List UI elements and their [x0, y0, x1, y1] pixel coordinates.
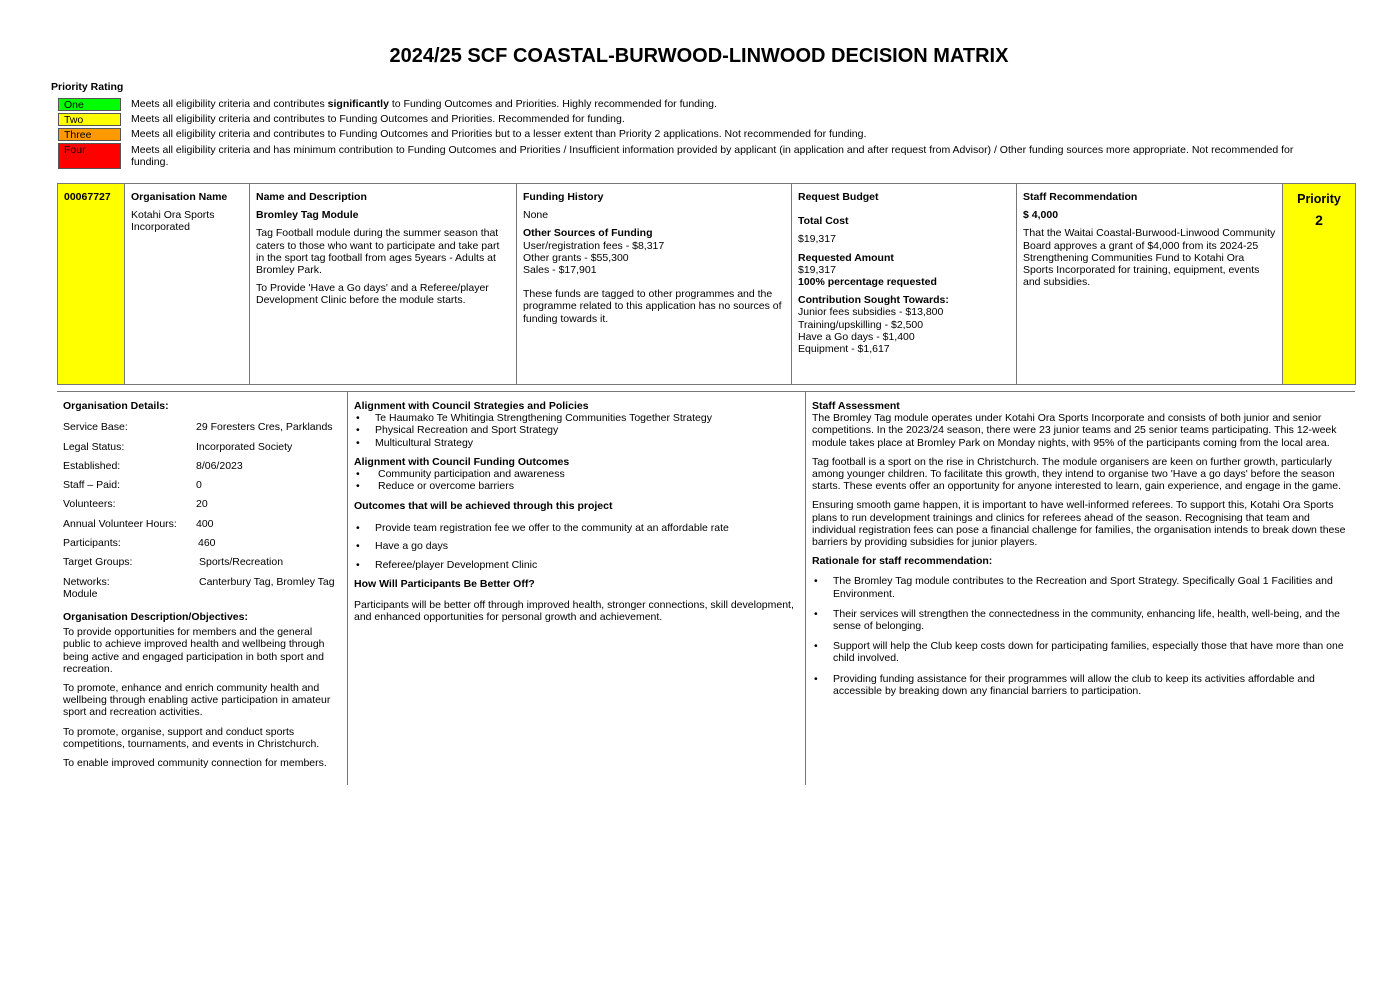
- strategies-heading: Alignment with Council Strategies and Policies: [354, 400, 589, 412]
- priority-one-text: Meets all eligibility criteria and contributes significantly to Funding Outcomes and Priorities. Highly recommended for funding.: [131, 98, 717, 110]
- objective-item: To enable improved community connection for members.: [63, 757, 327, 769]
- priority-header: Priority: [1297, 192, 1341, 206]
- funding-outcomes-heading: Alignment with Council Funding Outcomes: [354, 455, 570, 468]
- contribution-item: Junior fees subsidies - $13,800: [798, 306, 944, 319]
- organisation-name: Kotahi Ora Sports Incorporated: [131, 209, 215, 234]
- project-description-2: To Provide 'Have a Go days' and a Referee/player Development Clinic before the module starts.: [256, 282, 489, 307]
- contribution-item: Training/upskilling - $2,500: [798, 318, 924, 331]
- request-budget-cell: [792, 184, 1017, 384]
- rationale-item: • Their services will strengthen the connectedness in the community, enhancing life, health, well-being, and the sense of belonging.: [812, 608, 1349, 632]
- rationale-heading: Rationale for staff recommendation:: [812, 555, 993, 568]
- organisation-details-heading: Organisation Details:: [63, 400, 169, 412]
- request-budget-header: Request Budget: [798, 191, 879, 203]
- priority-rating-heading: Priority Rating: [51, 81, 124, 93]
- priority-cell: [1283, 184, 1355, 384]
- objective-item: To provide opportunities for members and the general public to achieve improved health and wellbeing through being active and engaged participation in both sport and recreation.: [63, 626, 325, 675]
- funding-note: These funds are tagged to other programmes and the programme related to this application has no sources of funding towards it.: [523, 288, 782, 325]
- detail-row-volunteers: Volunteers: 20: [63, 498, 208, 511]
- objective-item: To promote, organise, support and conduct sports competitions, tournaments, and events in Christchurch.: [63, 725, 320, 750]
- other-source-item: Other grants - $55,300: [523, 251, 629, 264]
- detail-row-participants: Participants: 460: [63, 536, 216, 549]
- project-outcome-item: • Have a go days: [354, 540, 799, 552]
- name-description-cell: [250, 184, 517, 384]
- other-source-item: Sales - $17,901: [523, 264, 597, 277]
- strategy-item: • Physical Recreation and Sport Strategy: [354, 424, 799, 436]
- page-title: 2024/25 SCF COASTAL-BURWOOD-LINWOOD DECISION MATRIX: [389, 45, 1009, 67]
- priority-four-text: Meets all eligibility criteria and has minimum contribution to Funding Outcomes and Priorities / Insufficient information provided by applicant (in application and after request from Advisor) / Other funding sources more appropriate. Not recommended for funding.: [131, 144, 1294, 168]
- strategies-list: [354, 412, 799, 449]
- name-description-header: Name and Description: [256, 191, 367, 203]
- details-section: [57, 391, 1355, 785]
- priority-three-swatch: Three: [58, 128, 121, 141]
- contribution-label: Contribution Sought Towards:: [798, 294, 949, 307]
- rationale-list: [812, 575, 1349, 697]
- assessment-paragraph: The Bromley Tag module operates under Kotahi Ora Sports Incorporate and consists of both junior and senior competitions. In the 2023/24 season, there were 23 junior teams and 25 senior teams participating. This 12-week module takes place at Bromley Park on Monday nights, with 95% of the participants coming from the local area.: [812, 412, 1337, 449]
- application-id-cell: [58, 184, 125, 384]
- organisation-description-heading: Organisation Description/Objectives:: [63, 610, 248, 623]
- other-source-item: User/registration fees - $8,317: [523, 239, 665, 252]
- funding-history-value: None: [523, 209, 549, 222]
- staff-recommendation-header: Staff Recommendation: [1023, 191, 1138, 203]
- better-off-heading: How Will Participants Be Better Off?: [354, 577, 535, 590]
- staff-recommended-amount: $ 4,000: [1023, 209, 1059, 222]
- staff-assessment-column: [806, 392, 1355, 785]
- rationale-item: • Providing funding assistance for their programmes will allow the club to keep its activities affordable and accessible by breaking down any financial barriers to participation.: [812, 673, 1349, 697]
- project-outcome-item: • Referee/player Development Clinic: [354, 559, 799, 571]
- staff-recommendation-text: That the Waitai Coastal-Burwood-Linwood Community Board approves a grant of $4,000 from its 2024-25 Strengthening Communities Fund to Kotahi Ora Sports Incorporated for training, equipment, events and subsidies.: [1023, 227, 1276, 289]
- priority-three-text: Meets all eligibility criteria and contributes to Funding Outcomes and Priorities but to a lesser extent than Priority 2 applications. Not recommended for funding.: [131, 128, 867, 140]
- priority-one-swatch: One: [58, 98, 121, 111]
- detail-row-staff-paid: Staff – Paid: 0: [63, 479, 202, 492]
- requested-amount-value: $19,317: [798, 263, 836, 276]
- funding-history-header: Funding History: [523, 191, 604, 203]
- priority-two-swatch: Two: [58, 113, 121, 126]
- networks-continued: Module: [63, 587, 98, 600]
- contribution-item: Equipment - $1,617: [798, 343, 890, 356]
- project-name: Bromley Tag Module: [256, 209, 359, 222]
- project-description: Tag Football module during the summer season that caters to those who want to participate and take part in the sport tag football from ages 5years - Adults at Bromley Park.: [256, 227, 500, 277]
- project-outcomes-heading: Outcomes that will be achieved through this project: [354, 500, 613, 513]
- percent-requested: 100% percentage requested: [798, 276, 937, 289]
- organisation-name-cell: [125, 184, 250, 384]
- contribution-item: Have a Go days - $1,400: [798, 330, 915, 343]
- objective-item: To promote, enhance and enrich community health and wellbeing through enabling active participation in amateur sport and recreation activities.: [63, 681, 331, 719]
- total-cost-label: Total Cost: [798, 215, 849, 228]
- organisation-name-header: Organisation Name: [131, 191, 228, 203]
- rationale-item: • The Bromley Tag module contributes to the Recreation and Sport Strategy. Specifically Goal 1 Facilities and Environment.: [812, 575, 1349, 599]
- staff-recommendation-cell: [1017, 184, 1283, 384]
- funding-history-cell: [517, 184, 792, 384]
- detail-row-volunteer-hours: Annual Volunteer Hours: 400: [63, 517, 214, 530]
- alignment-column: [348, 392, 806, 785]
- outcome-item: • Reduce or overcome barriers: [354, 480, 799, 492]
- assessment-paragraph: Tag football is a sport on the rise in Christchurch. The module organisers are keen on further growth, particularly among younger children. To facilitate this growth, they intend to organise two 'Have a go days' before the season starts. These events offer an opportunity for anyone interested to learn, gain experience, and engage in the game.: [812, 455, 1342, 493]
- detail-row-legal-status: Legal Status: Incorporated Society: [63, 440, 293, 453]
- outcome-item: • Community participation and awareness: [354, 468, 799, 480]
- priority-value: 2: [1315, 212, 1323, 228]
- project-outcome-item: • Provide team registration fee we offer to the community at an affordable rate: [354, 522, 799, 534]
- assessment-paragraph: Ensuring smooth game happen, it is important to have well-informed referees. To support this, Kotahi Ora Sports plans to run development trainings and clinics for referees ahead of the season. Recognising that team and individual registration fees can pose a financial challenge for families, the organisation intends to break down these barriers by providing subsidies for junior players.: [812, 499, 1346, 549]
- organisation-details-column: [57, 392, 348, 785]
- strategy-item: • Te Haumako Te Whitingia Strengthening Communities Together Strategy: [354, 412, 799, 424]
- requested-amount-label: Requested Amount: [798, 251, 894, 264]
- funding-outcomes-list: [354, 468, 799, 492]
- priority-two-text: Meets all eligibility criteria and contributes to Funding Outcomes and Priorities. Recommended for funding.: [131, 113, 625, 125]
- better-off-text: Participants will be better off through improved health, stronger connections, skill development, and enhanced opportunities for personal growth and achievement.: [354, 598, 794, 624]
- application-id: 00067727: [64, 191, 111, 203]
- detail-row-target-groups: Target Groups: Sports/Recreation: [63, 556, 284, 569]
- project-outcomes-list: [354, 522, 799, 572]
- other-sources-header: Other Sources of Funding: [523, 227, 653, 240]
- detail-row-established: Established: 8/06/2023: [63, 459, 243, 472]
- staff-assessment-heading: Staff Assessment: [812, 400, 900, 412]
- total-cost-value: $19,317: [798, 233, 836, 246]
- rationale-item: • Support will help the Club keep costs down for participating families, especially those that have more than one child involved.: [812, 640, 1349, 664]
- detail-row-service-base: Service Base: 29 Foresters Cres, Parklands: [63, 421, 333, 434]
- strategy-item: • Multicultural Strategy: [354, 437, 799, 449]
- detail-row-networks: Networks: Canterbury Tag, Bromley Tag: [63, 575, 335, 588]
- priority-four-swatch: Four: [58, 143, 121, 169]
- application-summary-table: [57, 183, 1356, 385]
